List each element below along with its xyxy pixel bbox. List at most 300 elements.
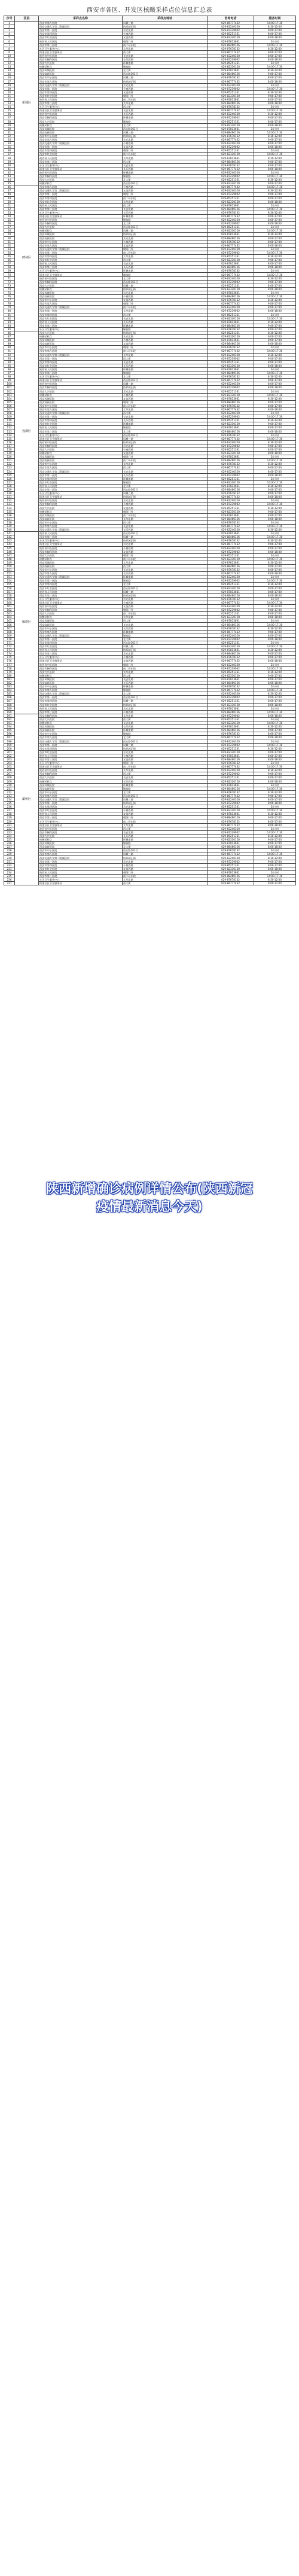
- row-index: 72: [4, 280, 15, 284]
- row-hours: 9:00-17:00: [254, 280, 296, 284]
- row-index: 170: [4, 637, 15, 641]
- row-site-name: 西安市中心医院: [39, 346, 123, 349]
- row-hours: 8:00-17:00: [254, 863, 296, 867]
- row-index: 125: [4, 473, 15, 477]
- row-hours: 8:00-18:00: [254, 593, 296, 597]
- row-phone: 029-87239002: [208, 503, 254, 506]
- header-phone: 咨询电话: [208, 16, 254, 22]
- row-index: 62: [4, 243, 15, 247]
- row-phone: 029-87239002: [208, 743, 254, 747]
- row-hours: 24小时: [254, 389, 296, 393]
- row-site-address: 太华北路: [123, 462, 208, 466]
- row-phone: 029-86777432: [208, 22, 254, 25]
- row-site-address: 含光北路: [123, 805, 208, 809]
- row-site-name: 街道社区卫生服务站: [39, 601, 123, 604]
- row-phone: 029-87678132: [208, 820, 254, 823]
- row-phone: 029-87239002: [208, 860, 254, 863]
- row-site-name: 西安凤城医院: [39, 397, 123, 400]
- row-site-address: 凤城三路: [123, 437, 208, 440]
- row-hours: 9:00-17:00: [254, 400, 296, 404]
- row-phone: 029-87239002: [208, 57, 254, 61]
- row-site-name: 社区卫生服务中心: [39, 211, 123, 214]
- row-index: 145: [4, 546, 15, 550]
- row-site-address: 小寨西路: [123, 240, 208, 243]
- row-site-name: 西安市红会医院: [39, 586, 123, 590]
- row-hours: 9:00-17:00: [254, 160, 296, 163]
- row-site-address: 含光北路: [123, 499, 208, 503]
- row-site-address: 凤城三路: [123, 492, 208, 495]
- row-index: 75: [4, 291, 15, 294]
- row-hours: 24小时: [254, 62, 296, 65]
- row-site-name: 陕西省中医医院: [39, 170, 123, 174]
- row-site-address: 小寨西路: [123, 503, 208, 506]
- row-site-name: 陕西省中医医院: [39, 769, 123, 772]
- row-index: 126: [4, 477, 15, 480]
- row-hours: 24小时: [254, 685, 296, 689]
- row-site-name: 西安市中心医院: [39, 134, 123, 138]
- row-site-address: 环城南路: [123, 367, 208, 371]
- row-site-name: 西安大兴医院: [39, 717, 123, 721]
- row-site-address: 朝阳门外: [123, 510, 208, 513]
- row-site-address: 太华北路: [123, 517, 208, 520]
- row-site-address: 北大街: [123, 178, 208, 182]
- row-site-name: 西安市中心医院: [39, 568, 123, 572]
- row-site-address: 长安北路: [123, 54, 208, 57]
- row-site-address: 纺织城正街: [123, 440, 208, 444]
- row-index: 167: [4, 626, 15, 630]
- row-index: 132: [4, 499, 15, 503]
- row-index: 210: [4, 783, 15, 787]
- row-phone: 029-87239002: [208, 29, 254, 32]
- row-phone: 029-82330120: [208, 480, 254, 484]
- row-hours: 14:00-17:30: [254, 503, 296, 506]
- row-index: 204: [4, 762, 15, 765]
- row-index: 66: [4, 258, 15, 262]
- sampling-sites-table: [4, 16, 296, 885]
- row-site-name: 西安市胸科医院: [39, 386, 123, 389]
- row-phone: 029-88460126: [208, 72, 254, 76]
- row-hours: 8:00-18:00: [254, 736, 296, 739]
- row-site-name: 西安凤城医院: [39, 127, 123, 130]
- row-site-address: 解放路: [123, 732, 208, 736]
- row-site-address: 南二环东段: [123, 459, 208, 462]
- row-index: 53: [4, 211, 15, 214]
- row-index: 45: [4, 182, 15, 185]
- row-phone: 029-87239002: [208, 87, 254, 90]
- row-hours: 8:30-12:00: [254, 692, 296, 696]
- row-site-address: 朝阳门外: [123, 608, 208, 612]
- row-index: 187: [4, 699, 15, 703]
- row-index: 93: [4, 357, 15, 360]
- row-hours: 24小时: [254, 127, 296, 130]
- row-site-address: 北大街: [123, 692, 208, 696]
- row-phone: 029-87239002: [208, 802, 254, 805]
- row-site-address: 小寨西路: [123, 339, 208, 342]
- table-body: [4, 22, 296, 885]
- row-site-address: 纺织城正街: [123, 648, 208, 652]
- row-index: 186: [4, 696, 15, 699]
- row-hours: 8:00-18:00: [254, 123, 296, 127]
- row-site-name: 西安市中心医院: [39, 404, 123, 407]
- row-index: 67: [4, 262, 15, 266]
- row-site-name: 西安凤城医院: [39, 619, 123, 623]
- row-phone: 029-85251331: [208, 62, 254, 65]
- row-index: 175: [4, 656, 15, 659]
- row-district: 雁塔区: [15, 532, 39, 714]
- row-site-address: 凤城三路: [123, 284, 208, 287]
- row-site-address: 西五路161号: [123, 182, 208, 185]
- row-index: 87: [4, 335, 15, 339]
- row-site-name: 西安市第一医院: [39, 743, 123, 747]
- row-hours: 14:00-17:30: [254, 535, 296, 539]
- row-hours: 14:00-17:30: [254, 372, 296, 375]
- row-hours: 14:00-17:30: [254, 623, 296, 626]
- row-site-name: 西安市胸科医院: [39, 116, 123, 120]
- row-index: 148: [4, 557, 15, 561]
- row-district: 新城区: [15, 22, 39, 185]
- row-phone: 029-83240320: [208, 546, 254, 550]
- row-site-name: 西安市第一医院: [39, 357, 123, 360]
- row-site-address: 友谊西路: [123, 812, 208, 816]
- row-phone: 029-82330120: [208, 364, 254, 367]
- row-index: 34: [4, 142, 15, 145]
- row-site-name: 西安市红会医院: [39, 153, 123, 156]
- row-hours: 24小时: [254, 203, 296, 207]
- row-index: 208: [4, 776, 15, 780]
- row-index: 192: [4, 717, 15, 721]
- row-index: 195: [4, 729, 15, 732]
- row-site-name: 社区卫生服务中心: [39, 105, 123, 109]
- row-site-name: 陕西省人民医院: [39, 532, 123, 535]
- row-site-name: 西安市第四医院: [39, 805, 123, 809]
- row-site-name: 西安市第四医院: [39, 360, 123, 364]
- row-phone: 029-87239002: [208, 193, 254, 196]
- row-hours: 8:30-12:00: [254, 233, 296, 236]
- row-phone: 029-87813661: [208, 203, 254, 207]
- row-hours: 9:00-17:00: [254, 838, 296, 842]
- row-phone: 029-82330120: [208, 703, 254, 707]
- row-site-name: 西安交通大学第二附属医院: [39, 576, 123, 579]
- row-phone: 029-85251331: [208, 32, 254, 36]
- row-phone: 029-83240320: [208, 412, 254, 415]
- row-phone: 029-82330120: [208, 674, 254, 677]
- row-index: 50: [4, 200, 15, 203]
- row-site-address: 友谊西路: [123, 90, 208, 94]
- row-index: 82: [4, 316, 15, 320]
- row-phone: 029-82330120: [208, 94, 254, 98]
- row-site-address: 北大街: [123, 375, 208, 379]
- row-hours: 8:00-18:00: [254, 495, 296, 499]
- row-phone: 029-87813661: [208, 426, 254, 430]
- row-site-address: 纺织城正街: [123, 539, 208, 543]
- row-hours: 8:00-18:00: [254, 36, 296, 39]
- row-phone: 029-82330120: [208, 838, 254, 842]
- row-site-name: 西安大兴医院: [39, 120, 123, 123]
- row-phone: 029-87813661: [208, 39, 254, 43]
- row-phone: 029-87678132: [208, 327, 254, 331]
- row-site-address: 含光北路: [123, 543, 208, 546]
- row-hours: 8:00-17:00: [254, 470, 296, 473]
- row-phone: 029-87678132: [208, 656, 254, 659]
- row-hours: 8:00-17:00: [254, 677, 296, 681]
- row-site-address: 朝阳门外: [123, 816, 208, 820]
- row-phone: 029-87678132: [208, 346, 254, 349]
- row-phone: 029-87239002: [208, 714, 254, 717]
- row-site-address: 解放路: [123, 174, 208, 178]
- row-site-name: 西安交通大学第二附属医院: [39, 306, 123, 309]
- row-index: 143: [4, 539, 15, 543]
- row-index: 155: [4, 583, 15, 586]
- row-site-name: 社区卫生服务中心: [39, 656, 123, 659]
- row-hours: 14:00-17:30: [254, 130, 296, 134]
- row-site-address: 长乐西路: [123, 626, 208, 630]
- row-phone: 029-82330120: [208, 557, 254, 561]
- row-phone: 029-87678132: [208, 211, 254, 214]
- row-site-address: 西五路161号: [123, 433, 208, 437]
- row-site-name: 西安市第三医院: [39, 757, 123, 761]
- row-site-name: 西安市第九医院: [39, 689, 123, 692]
- row-index: 154: [4, 579, 15, 583]
- row-site-address: 长安北路: [123, 470, 208, 473]
- row-site-name: 陕西省人民医院: [39, 320, 123, 324]
- row-site-name: 西安高新医院: [39, 72, 123, 76]
- sampling-sites-sheet: [4, 16, 295, 885]
- row-index: 134: [4, 506, 15, 510]
- row-index: 191: [4, 714, 15, 717]
- row-site-address: 纺织城正街: [123, 856, 208, 860]
- row-phone: 029-85251331: [208, 506, 254, 510]
- row-phone: 029-87239002: [208, 444, 254, 447]
- row-hours: 24小时: [254, 827, 296, 830]
- row-site-name: 西安市第四医院: [39, 583, 123, 586]
- row-phone: 029-82330120: [208, 750, 254, 754]
- row-phone: 029-87239002: [208, 309, 254, 313]
- row-phone: 029-83240320: [208, 663, 254, 666]
- row-site-address: 解放路: [123, 787, 208, 790]
- row-site-name: 西安大兴医院: [39, 506, 123, 510]
- row-phone: 029-87678132: [208, 849, 254, 852]
- row-site-address: 长乐西路: [123, 473, 208, 477]
- row-phone: 029-87813661: [208, 812, 254, 816]
- row-hours: 24小时: [254, 576, 296, 579]
- row-phone: 029-87813661: [208, 339, 254, 342]
- row-site-name: 西安交通大学第二附属医院: [39, 470, 123, 473]
- row-site-address: 友谊西路: [123, 189, 208, 193]
- row-phone: 029-85251331: [208, 717, 254, 721]
- row-phone: 029-86777432: [208, 765, 254, 769]
- row-hours: 8:30-12:00: [254, 189, 296, 193]
- row-phone: 029-88460126: [208, 207, 254, 211]
- row-phone: 029-87678132: [208, 375, 254, 379]
- row-site-address: 西大街: [123, 357, 208, 360]
- row-hours: 8:30-12:00: [254, 539, 296, 543]
- row-hours: 14:00-17:30: [254, 251, 296, 254]
- row-hours: 14:00-17:30: [254, 579, 296, 583]
- row-hours: 8:00-18:00: [254, 407, 296, 411]
- row-site-name: 社区卫生服务中心: [39, 820, 123, 823]
- row-hours: 8:00-18:00: [254, 473, 296, 477]
- row-phone: 029-83240320: [208, 634, 254, 637]
- row-index: 179: [4, 670, 15, 674]
- row-hours: 8:00-17:00: [254, 382, 296, 386]
- row-index: 196: [4, 732, 15, 736]
- row-phone: 029-85251331: [208, 196, 254, 200]
- row-hours: 24小时: [254, 663, 296, 666]
- row-index: 140: [4, 528, 15, 532]
- row-hours: 14:00-17:30: [254, 689, 296, 692]
- row-index: 64: [4, 251, 15, 254]
- row-site-address: 凤城三路: [123, 229, 208, 233]
- row-site-name: 西安市红会医院: [39, 422, 123, 426]
- row-index: 25: [4, 109, 15, 112]
- row-hours: 8:30-12:00: [254, 648, 296, 652]
- row-phone: 029-87813661: [208, 69, 254, 72]
- row-hours: 8:30-12:00: [254, 397, 296, 400]
- row-index: 57: [4, 226, 15, 229]
- row-index: 226: [4, 842, 15, 845]
- row-site-address: 西五路161号: [123, 794, 208, 797]
- row-site-address: 长乐西路: [123, 681, 208, 684]
- row-site-name: 西安市红会医院: [39, 809, 123, 812]
- row-hours: 9:00-17:00: [254, 302, 296, 306]
- row-index: 201: [4, 750, 15, 754]
- row-phone: 029-88460126: [208, 564, 254, 568]
- row-hours: 24小时: [254, 641, 296, 644]
- row-site-address: 小寨西路: [123, 185, 208, 189]
- row-phone: 029-88460126: [208, 593, 254, 597]
- row-phone: 029-87239002: [208, 666, 254, 670]
- row-site-name: 陕西省人民医院: [39, 754, 123, 757]
- row-hours: 8:30-12:00: [254, 484, 296, 488]
- row-phone: 029-83240320: [208, 25, 254, 29]
- row-site-address: 纺织城正街: [123, 386, 208, 389]
- row-hours: 14:00-17:30: [254, 43, 296, 47]
- row-phone: 029-87678132: [208, 433, 254, 437]
- row-site-name: 街道社区卫生服务站: [39, 167, 123, 170]
- row-site-name: 西安大兴医院: [39, 62, 123, 65]
- row-site-address: 含光北路: [123, 29, 208, 32]
- row-index: 46: [4, 185, 15, 189]
- row-phone: 029-87678132: [208, 520, 254, 524]
- row-phone: 029-85251331: [208, 776, 254, 780]
- row-hours: 8:30-12:00: [254, 878, 296, 882]
- row-phone: 029-87813661: [208, 725, 254, 729]
- row-site-name: 西安市中心医院: [39, 462, 123, 466]
- row-hours: 8:30-12:00: [254, 299, 296, 302]
- row-hours: 8:30-12:00: [254, 134, 296, 138]
- row-index: 41: [4, 167, 15, 170]
- row-index: 162: [4, 608, 15, 612]
- row-phone: 029-83240320: [208, 54, 254, 57]
- row-site-name: 西安市第四医院: [39, 863, 123, 867]
- row-hours: 24小时: [254, 291, 296, 294]
- row-site-address: 含光北路: [123, 389, 208, 393]
- row-site-name: 西安高新医院: [39, 845, 123, 849]
- row-hours: 24小时: [254, 39, 296, 43]
- row-index: 39: [4, 160, 15, 163]
- row-hours: 24小时: [254, 149, 296, 153]
- row-site-address: 长安北路: [123, 721, 208, 725]
- row-hours: 14:00-17:30: [254, 65, 296, 69]
- row-site-address: 长乐西路: [123, 211, 208, 214]
- row-index: 49: [4, 196, 15, 200]
- row-hours: 8:00-18:00: [254, 80, 296, 83]
- row-index: 222: [4, 827, 15, 830]
- row-hours: 14:00-17:30: [254, 852, 296, 856]
- row-hours: 8:00-17:00: [254, 699, 296, 703]
- row-site-address: 小寨西路: [123, 546, 208, 550]
- row-hours: 14:00-17:30: [254, 524, 296, 528]
- row-phone: 029-86777432: [208, 243, 254, 247]
- row-index: 234: [4, 870, 15, 874]
- row-index: 137: [4, 517, 15, 520]
- row-site-address: 解放路: [123, 634, 208, 637]
- row-index: 172: [4, 645, 15, 648]
- row-hours: 8:00-18:00: [254, 681, 296, 684]
- row-index: 111: [4, 422, 15, 426]
- row-phone: 029-87813661: [208, 156, 254, 160]
- row-index: 85: [4, 327, 15, 331]
- row-phone: 029-87813661: [208, 677, 254, 681]
- row-hours: 24小时: [254, 619, 296, 623]
- row-hours: 8:00-17:00: [254, 196, 296, 200]
- row-phone: 029-88460126: [208, 266, 254, 269]
- row-hours: 8:30-12:00: [254, 462, 296, 466]
- row-site-name: 西安市第四医院: [39, 196, 123, 200]
- row-index: 174: [4, 652, 15, 656]
- row-phone: 029-86777432: [208, 466, 254, 470]
- row-site-name: 西安市红会医院: [39, 703, 123, 707]
- row-phone: 029-87239002: [208, 550, 254, 553]
- row-hours: 9:00-17:00: [254, 674, 296, 677]
- row-site-name: 西安高新医院: [39, 130, 123, 134]
- row-hours: 14:00-17:30: [254, 153, 296, 156]
- row-hours: 14:00-17:30: [254, 601, 296, 604]
- row-site-name: 西安市红会医院: [39, 258, 123, 262]
- row-site-address: 西五路161号: [123, 696, 208, 699]
- row-index: 229: [4, 852, 15, 856]
- row-index: 77: [4, 299, 15, 302]
- row-site-name: 西安市第一医院: [39, 145, 123, 149]
- row-phone: 029-83240320: [208, 769, 254, 772]
- row-site-address: 解放路: [123, 65, 208, 69]
- row-phone: 029-85251331: [208, 360, 254, 364]
- row-site-name: 西安市第三医院: [39, 266, 123, 269]
- row-site-address: 长安北路: [123, 524, 208, 528]
- row-phone: 029-87813661: [208, 455, 254, 459]
- row-site-name: 西安市第三医院: [39, 652, 123, 656]
- row-index: 212: [4, 790, 15, 794]
- row-hours: 8:30-12:00: [254, 856, 296, 860]
- row-index: 190: [4, 710, 15, 714]
- row-index: 173: [4, 648, 15, 652]
- row-hours: 14:00-17:30: [254, 415, 296, 419]
- row-site-name: 西安高新医院: [39, 623, 123, 626]
- row-index: 113: [4, 430, 15, 433]
- row-site-name: 核酸采样点: [39, 452, 123, 455]
- row-site-address: 太华北路: [123, 309, 208, 313]
- row-phone: 029-87678132: [208, 462, 254, 466]
- row-site-name: 西安交通大学第二附属医院: [39, 83, 123, 87]
- row-hours: 8:30-12:00: [254, 69, 296, 72]
- row-site-name: 西安凤城医院: [39, 842, 123, 845]
- row-phone: 029-87813661: [208, 707, 254, 710]
- row-index: 102: [4, 389, 15, 393]
- row-site-name: 街道社区卫生服务站: [39, 823, 123, 827]
- row-site-name: 西安凤城医院: [39, 339, 123, 342]
- row-hours: 8:00-18:00: [254, 452, 296, 455]
- row-index: 1: [4, 22, 15, 25]
